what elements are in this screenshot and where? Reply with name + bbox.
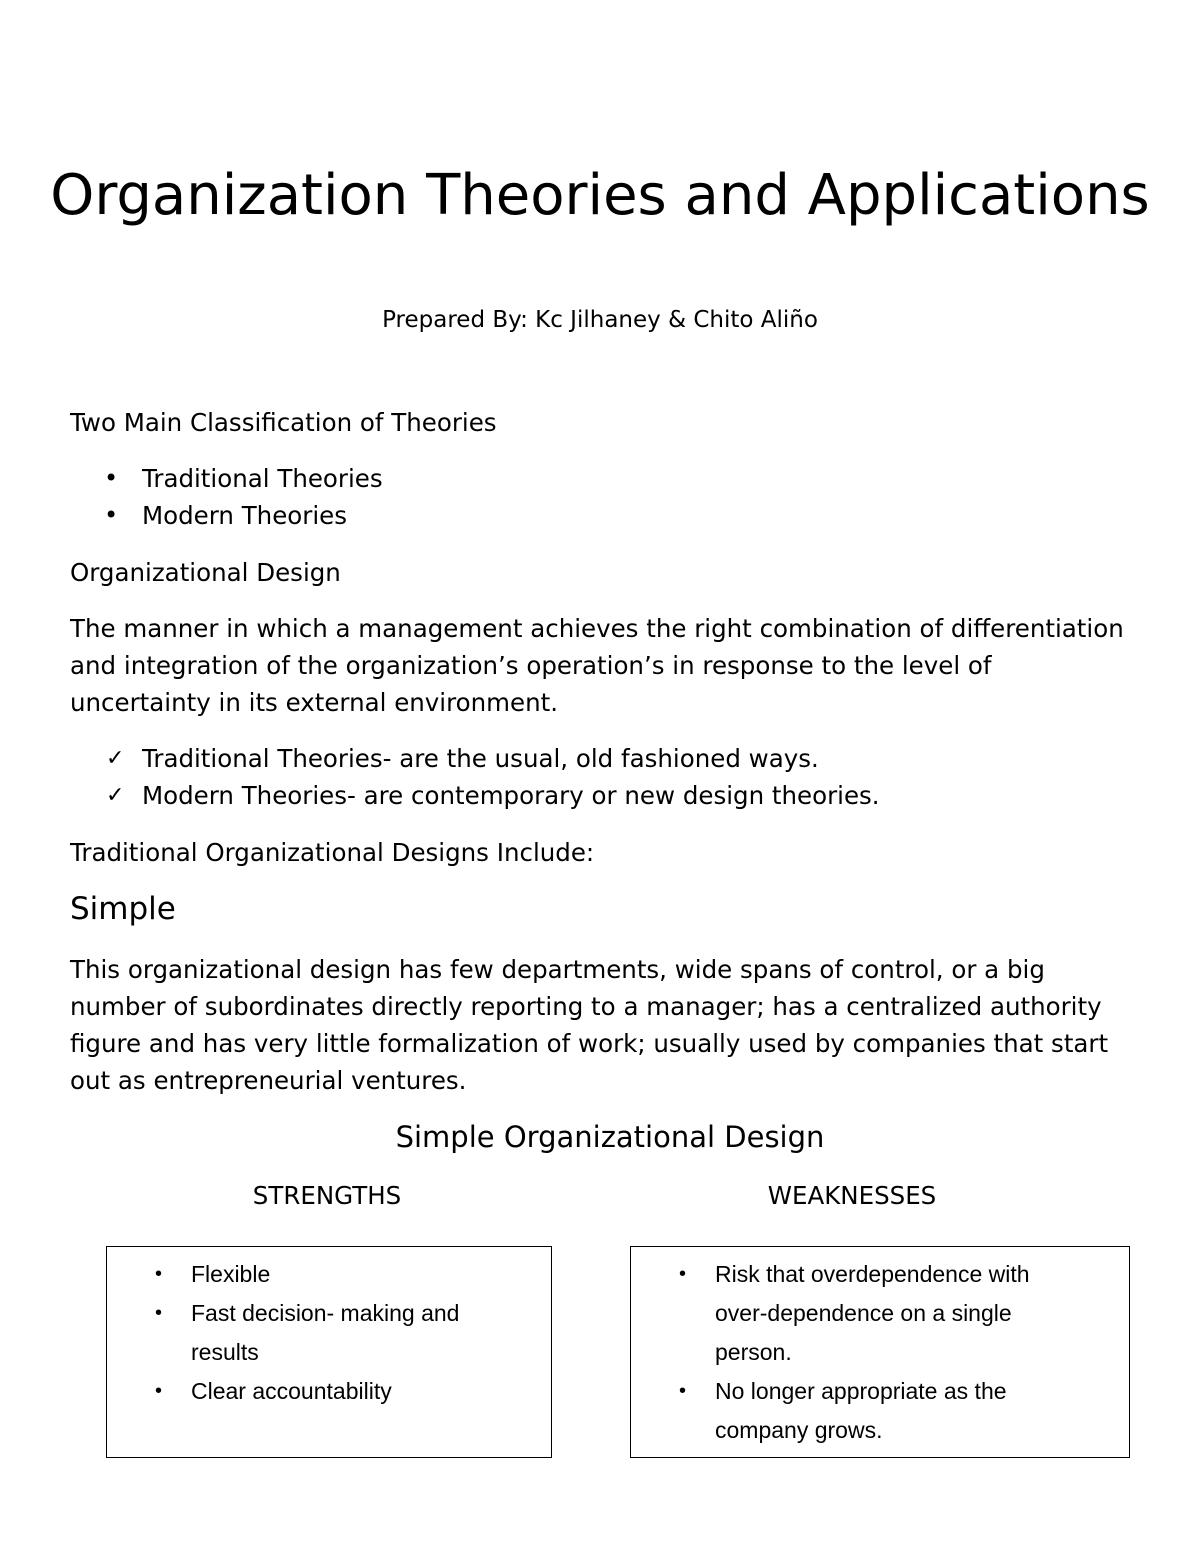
classification-heading: Two Main Classification of Theories — [70, 408, 497, 437]
design-check-list — [100, 740, 880, 814]
list-item — [100, 497, 383, 534]
bullet-icon: • — [155, 1302, 163, 1324]
list-item — [155, 1255, 525, 1294]
strengths-list — [155, 1255, 525, 1411]
list-item — [679, 1255, 1079, 1372]
list-item — [679, 1372, 1079, 1450]
list-item — [155, 1294, 525, 1372]
checkmark-icon: ✓ — [106, 783, 125, 808]
classification-list — [100, 460, 383, 534]
list-item — [100, 777, 880, 814]
design-definition: The manner in which a management achieves the right combination of differentiation and integration of the organization’s operation’s in response to the level of uncertainty in its external environment. — [70, 614, 1124, 717]
checkmark-icon: ✓ — [106, 746, 125, 771]
list-item — [100, 460, 383, 497]
list-item-label: Clear accountability — [191, 1378, 392, 1404]
list-item-label: Traditional Theories — [142, 464, 383, 493]
list-item-label: Modern Theories- are contemporary or new design theories. — [142, 781, 880, 810]
weaknesses-list — [679, 1255, 1079, 1450]
list-item — [100, 740, 880, 777]
bullet-icon: • — [104, 464, 119, 492]
traditional-designs-intro: Traditional Organizational Designs Include: — [70, 838, 595, 867]
list-item-label: Fast decision- making and results — [191, 1300, 460, 1365]
weaknesses-label: WEAKNESSES — [767, 1181, 937, 1210]
simple-description: This organizational design has few departments, wide spans of control, or a big number of subordinates directly reporting to a manager; has a centralized authority figure and has very little formalization of work; usually used by companies that start out as entrepreneurial ventures. — [70, 955, 1109, 1095]
strengths-label: STRENGTHS — [252, 1181, 402, 1210]
list-item-label: Flexible — [191, 1261, 271, 1287]
list-item — [155, 1372, 525, 1411]
list-item-label: Risk that overdependence with over-dependence on a single person. — [715, 1261, 1030, 1365]
bullet-icon: • — [104, 501, 119, 529]
strengths-box — [106, 1246, 552, 1458]
list-item-label: Traditional Theories- are the usual, old fashioned ways. — [142, 744, 819, 773]
document-title: Organization Theories and Applications — [50, 163, 1150, 228]
list-item-label: No longer appropriate as the company grows. — [715, 1378, 1007, 1443]
weaknesses-box — [630, 1246, 1130, 1458]
section-heading-simple: Simple — [70, 891, 176, 927]
bullet-icon: • — [155, 1263, 163, 1285]
bullet-icon: • — [679, 1263, 687, 1285]
list-item-label: Modern Theories — [142, 501, 347, 530]
author-line: Prepared By: Kc Jilhaney & Chito Aliño — [382, 307, 818, 333]
bullet-icon: • — [679, 1380, 687, 1402]
bullet-icon: • — [155, 1380, 163, 1402]
design-heading: Organizational Design — [70, 558, 341, 587]
diagram-title: Simple Organizational Design — [395, 1120, 825, 1154]
